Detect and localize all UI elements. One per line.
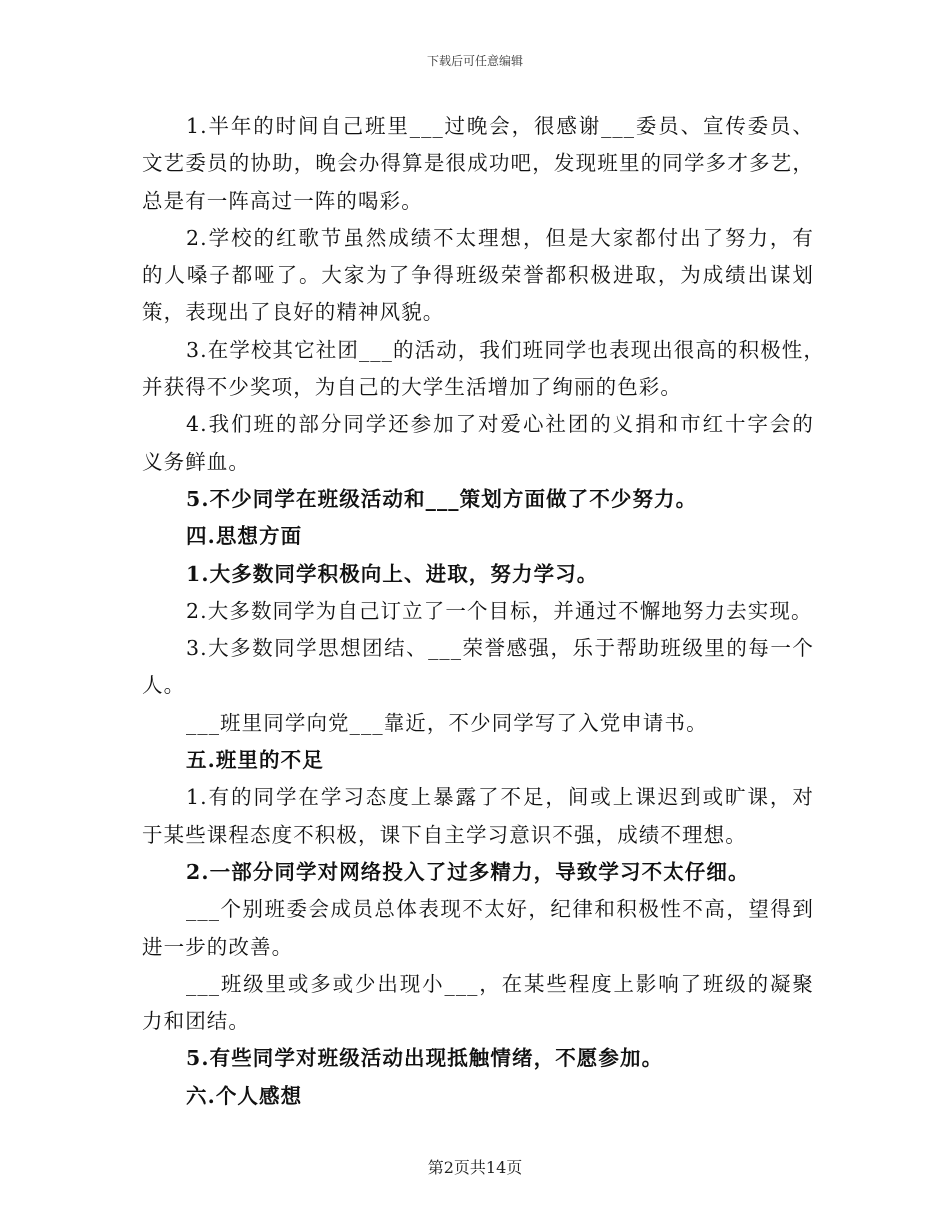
text-line: 六.个人感想 [186, 1083, 303, 1108]
text-line: 人。 [142, 673, 186, 698]
text-line: ___班级里或多或少出现小___，在某些程度上影响了班级的凝聚 [186, 971, 814, 996]
text-line: 义务鲜血。 [142, 449, 250, 474]
text-line: 2.一部分同学对网络投入了过多精力，导致学习不太仔细。 [186, 859, 750, 884]
text-line: 并获得不少奖项，为自己的大学生活增加了绚丽的色彩。 [142, 375, 682, 400]
page-header-note: 下载后可任意编辑 [426, 54, 523, 68]
document-body [142, 108, 826, 1115]
text-line: ___个别班委会成员总体表现不太好，纪律和积极性不高，望得到 [186, 897, 814, 922]
text-line: 1.大多数同学积极向上、进取，努力学习。 [186, 561, 599, 586]
text-line: 文艺委员的协助，晚会办得算是很成功吧，发现班里的同学多才多艺， [142, 151, 814, 176]
text-line: 五.班里的不足 [186, 748, 324, 773]
text-line: 总是有一阵高过一阵的喝彩。 [142, 188, 423, 213]
text-line: 力和团结。 [142, 1009, 250, 1034]
text-line: 1.有的同学在学习态度上暴露了不足，间或上课迟到或旷课，对 [186, 785, 814, 810]
text-line: 4.我们班的部分同学还参加了对爱心社团的义捐和市红十字会的 [186, 412, 814, 437]
text-line: 5.不少同学在班级活动和___策划方面做了不少努力。 [186, 486, 698, 511]
text-line: 四.思想方面 [186, 524, 303, 549]
text-line: 策，表现出了良好的精神风貌。 [142, 300, 445, 325]
text-line: 于某些课程态度不积极，课下自主学习意识不强，成绩不理想。 [142, 822, 747, 847]
text-line: 2.学校的红歌节虽然成绩不太理想，但是大家都付出了努力，有 [186, 225, 814, 250]
text-line: 5.有些同学对班级活动出现抵触情绪，不愿参加。 [186, 1046, 664, 1071]
text-line: 3.大多数同学思想团结、___荣誉感强，乐于帮助班级里的每一个 [186, 636, 814, 661]
text-line: 1.半年的时间自己班里___过晚会，很感谢___委员、宣传委员、 [186, 114, 814, 138]
text-line: 3.在学校其它社团___的活动，我们班同学也表现出很高的积极性， [186, 337, 826, 362]
text-line: 2.大多数同学为自己订立了一个目标，并通过不懈地努力去实现。 [186, 598, 813, 623]
text-line: ___班里同学向党___靠近，不少同学写了入党申请书。 [186, 710, 708, 735]
text-line: 进一步的改善。 [142, 934, 294, 959]
page-number: 第2页共14页 [427, 1158, 523, 1177]
text-line: 的人嗓子都哑了。大家为了争得班级荣誉都积极进取，为成绩出谋划 [142, 263, 814, 288]
